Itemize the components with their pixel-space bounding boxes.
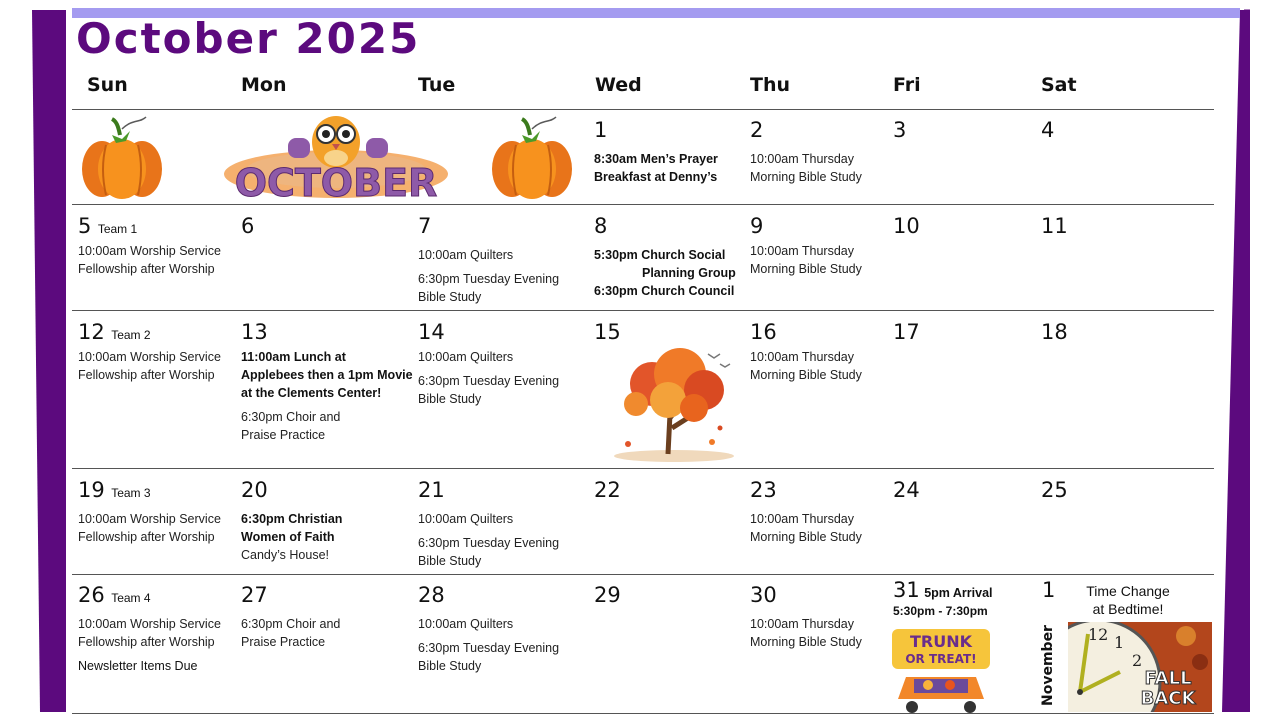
day-cell-30 (750, 583, 862, 651)
pumpkin-icon (486, 115, 578, 201)
event-text: 6:30pm Choir and (241, 410, 341, 424)
treat-text: OR TREAT! (905, 652, 977, 666)
day-cell-13 (241, 320, 413, 444)
pumpkin-icon (76, 115, 168, 201)
day-cell-21 (418, 478, 559, 570)
day-cell-9 (750, 214, 862, 278)
event-text: Fellowship after Worship (78, 635, 215, 649)
day-cell-11 (1041, 214, 1068, 238)
event-text: 10:00am Thursday (750, 152, 854, 166)
row-divider (72, 109, 1214, 110)
day-number: 4 (1041, 118, 1055, 142)
event-text: Praise Practice (241, 635, 326, 649)
team-label: Team 3 (111, 486, 151, 500)
event-text: Newsletter Items Due (78, 659, 198, 673)
day-cell-28 (418, 583, 559, 675)
day-number: 19 (78, 478, 105, 502)
event-text: Morning Bible Study (750, 635, 862, 649)
day-cell-24 (893, 478, 920, 502)
event-text: Morning Bible Study (750, 170, 862, 184)
day-cell-7 (418, 214, 559, 306)
day-cell-17 (893, 320, 920, 344)
event-text: 8:30am Men’s Prayer (594, 152, 718, 166)
day-number: 10 (893, 214, 920, 238)
day-cell-1 (594, 118, 718, 186)
row-divider (72, 468, 1214, 469)
event-text: Fellowship after Worship (78, 530, 215, 544)
day-number: 26 (78, 583, 105, 607)
row-divider (72, 574, 1214, 575)
day-number: 1 (594, 118, 608, 142)
november-vertical-label: November (1040, 625, 1056, 706)
event-text: Women of Faith (241, 530, 335, 544)
fall-back-clock-icon (1068, 622, 1212, 712)
team-label: Team 4 (111, 591, 151, 605)
day-number: 28 (418, 583, 445, 607)
day-number: 7 (418, 214, 432, 238)
day-number: 9 (750, 214, 764, 238)
day-number: 17 (893, 320, 920, 344)
event-text: 5pm Arrival (924, 586, 993, 600)
day-number: 11 (1041, 214, 1068, 238)
day-cell-12 (78, 320, 221, 384)
day-number: 16 (750, 320, 777, 344)
trunk-text: TRUNK (909, 632, 973, 651)
day-cell-29 (594, 583, 621, 607)
day-cell-25 (1041, 478, 1068, 502)
event-text: 10:00am Thursday (750, 512, 854, 526)
banner-text: OCTOBER (234, 161, 438, 202)
fall-text: FALL (1144, 668, 1192, 689)
event-text: 5:30pm - 7:30pm (893, 604, 988, 618)
clock-num: 1 (1114, 633, 1125, 652)
event-text: Breakfast at Denny’s (594, 170, 718, 184)
event-text: 6:30pm Tuesday Evening (418, 374, 560, 388)
day-cell-15 (594, 320, 621, 344)
row-divider (72, 713, 1214, 714)
day-number: 1 (1042, 578, 1056, 602)
event-text: Applebees then a 1pm Movie (241, 368, 413, 382)
day-cell-31 (893, 578, 993, 620)
note-text: Time Change (1086, 583, 1170, 599)
right-purple-bar (1222, 10, 1250, 712)
day-number: 23 (750, 478, 777, 502)
event-text: 6:30pm Tuesday Evening (418, 272, 560, 286)
day-thu: Thu (750, 74, 791, 96)
event-text: 10:00am Quilters (418, 512, 514, 526)
day-number: 30 (750, 583, 777, 607)
event-text: 10:00am Quilters (418, 248, 514, 262)
event-text: 10:00am Quilters (418, 350, 514, 364)
day-number: 12 (78, 320, 105, 344)
event-text: 6:30pm Tuesday Evening (418, 641, 560, 655)
event-text: 6:30pm Choir and (241, 617, 341, 631)
day-number: 29 (594, 583, 621, 607)
day-number: 22 (594, 478, 621, 502)
row-divider (72, 310, 1214, 311)
team-label: Team 1 (97, 222, 138, 236)
day-cell-22 (594, 478, 621, 502)
event-text: 5:30pm Church Social (594, 248, 726, 262)
clock-num: 12 (1088, 625, 1109, 644)
day-number: 25 (1041, 478, 1068, 502)
day-cell-23 (750, 478, 862, 546)
day-cell-18 (1041, 320, 1068, 344)
day-number: 21 (418, 478, 445, 502)
time-change-note (1068, 582, 1188, 618)
event-text: Bible Study (418, 554, 482, 568)
day-fri: Fri (893, 74, 921, 96)
event-text: Bible Study (418, 392, 482, 406)
day-mon: Mon (241, 74, 287, 96)
day-cell-4 (1041, 118, 1054, 142)
event-text: 10:00am Thursday (750, 617, 854, 631)
trunk-or-treat-icon (888, 627, 994, 713)
event-text: 10:00am Quilters (418, 617, 514, 631)
day-cell-27 (241, 583, 340, 651)
day-cell-6 (241, 214, 254, 238)
day-cell-20 (241, 478, 342, 564)
event-text: 6:30pm Church Council (594, 284, 735, 298)
event-text: 10:00am Thursday (750, 350, 854, 364)
note-text: at Bedtime! (1092, 601, 1164, 617)
day-cell-10 (893, 214, 920, 238)
event-text: 10:00am Worship Service (78, 350, 221, 364)
day-cell-2 (750, 118, 862, 186)
day-cell-14 (418, 320, 559, 408)
event-text: 10:00am Worship Service (78, 512, 221, 526)
team-label: Team 2 (111, 328, 151, 342)
day-number: 3 (893, 118, 907, 142)
event-text: 6:30pm Christian (241, 512, 343, 526)
event-text: 10:00am Thursday (750, 244, 854, 258)
event-text: Praise Practice (241, 428, 326, 442)
event-text: Fellowship after Worship (78, 262, 215, 276)
event-text: Morning Bible Study (750, 262, 862, 276)
event-text: 11:00am Lunch at (241, 350, 346, 364)
event-text: Planning Group (642, 266, 736, 280)
left-purple-bar (32, 10, 66, 712)
day-sun: Sun (87, 74, 128, 96)
autumn-tree-icon (608, 344, 740, 464)
event-text: at the Clements Center! (241, 386, 382, 400)
event-text: 10:00am Worship Service (78, 244, 221, 258)
day-number: 5 (78, 214, 92, 238)
event-text: Morning Bible Study (750, 530, 862, 544)
day-cell-19 (78, 478, 221, 546)
day-cell-3 (893, 118, 906, 142)
event-text: Candy’s House! (241, 548, 330, 562)
day-number: 31 (893, 578, 920, 602)
event-text: Fellowship after Worship (78, 368, 215, 382)
event-text: Bible Study (418, 659, 482, 673)
day-number: 24 (893, 478, 920, 502)
event-text: 6:30pm Tuesday Evening (418, 536, 560, 550)
day-number: 15 (594, 320, 621, 344)
day-cell-8 (594, 214, 736, 300)
event-text: 10:00am Worship Service (78, 617, 221, 631)
day-cell-5 (78, 214, 221, 278)
day-number: 13 (241, 320, 268, 344)
day-number: 14 (418, 320, 445, 344)
day-number: 20 (241, 478, 268, 502)
row-divider (72, 204, 1214, 205)
day-tue: Tue (418, 74, 456, 96)
clock-num: 2 (1132, 651, 1143, 670)
day-number: 6 (241, 214, 255, 238)
day-number: 27 (241, 583, 268, 607)
day-sat: Sat (1041, 74, 1077, 96)
day-cell-16 (750, 320, 862, 384)
day-number: 18 (1041, 320, 1068, 344)
event-text: Morning Bible Study (750, 368, 862, 382)
page-title: October 2025 (76, 14, 421, 63)
back-text: BACK (1140, 688, 1196, 709)
day-number: 2 (750, 118, 764, 142)
event-text: Bible Study (418, 290, 482, 304)
day-cell-26 (78, 583, 221, 675)
october-banner (218, 112, 452, 202)
day-number: 8 (594, 214, 608, 238)
day-wed: Wed (595, 74, 642, 96)
day-cell-nov-1 (1042, 578, 1055, 602)
